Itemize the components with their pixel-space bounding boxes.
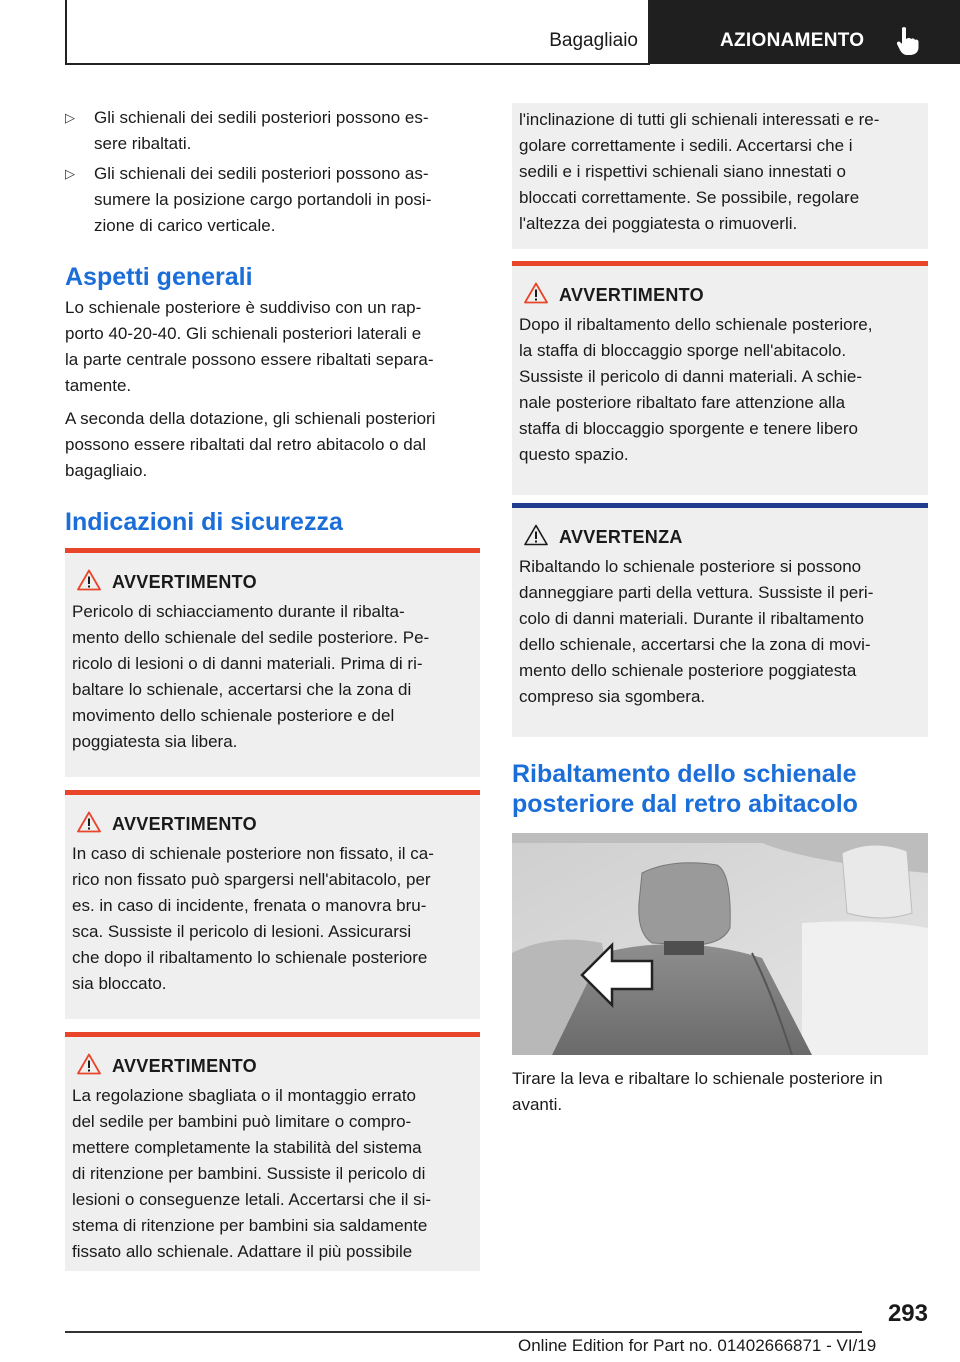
rear-seat-photo xyxy=(512,833,928,1055)
warning-body: Dopo il ribaltamento dello schienale posteriore, la staffa di bloccaggio sporge nell'abitacolo. Sussiste il pericolo di danni materiali. A schie- nale posteriore ribaltato fare attenzione alla staffa di bloccaggio sporgente e tenere libero questo spazio. xyxy=(519,315,873,464)
warning-body: In caso di schienale posteriore non fissato, il ca- rico non fissato può spargersi nell'abitacolo, per es. in caso di incidente, frenata o manovra bru- sca. Sussiste il pericolo di lesioni. Assicurarsi che dopo il ribaltamento lo schienale posteriore sia bloccato. xyxy=(72,844,434,993)
heading-general: Aspetti generali xyxy=(65,263,253,291)
photo-caption: Tirare la leva e ribaltare lo schienale posteriore in avanti. xyxy=(512,1069,883,1114)
triangle-bullet-icon: ▷ xyxy=(65,166,75,181)
warning-triangle-icon xyxy=(524,524,548,546)
chapter-tab xyxy=(650,0,960,64)
warning-title: AVVERTIMENTO xyxy=(112,572,257,592)
warning-triangle-icon xyxy=(77,1053,101,1075)
notice-body: Ribaltando lo schienale posteriore si possono danneggiare parti della vettura. Sussiste il peri- colo di danni materiali. Durante il ribaltamento dello schienale, accertarsi che la zona di movi- mento dello schienale posteriore poggiatesta compreso sia sgombera. xyxy=(519,557,874,706)
warning-triangle-icon xyxy=(77,811,101,833)
warning-body: La regolazione sbagliata o il montaggio errato del sedile per bambini può limitare o compro- mettere completamente la stabilità del sistema di ritenzione per bambini. Sussiste il pericolo di lesioni o conseguenze letali. Accertarsi che il si- stema di ritenzione per bambini sia saldamente fissato allo schienale. Adattare il più possibile xyxy=(72,1086,432,1261)
notice-title: AVVERTENZA xyxy=(559,527,683,547)
warning-continuation-box xyxy=(512,103,928,249)
section-title: Bagagliaio xyxy=(549,30,638,51)
rear-seat-illustration xyxy=(512,833,928,1055)
triangle-bullet-icon: ▷ xyxy=(65,110,75,125)
heading-safety: Indicazioni di sicurezza xyxy=(65,508,343,536)
warning-triangle-icon xyxy=(77,569,101,591)
warning-title: AVVERTIMENTO xyxy=(112,814,257,834)
bullet-text: Gli schienali dei sedili posteriori possono as- sumere la posizione cargo portandoli in posi- zione di carico verticale. xyxy=(94,164,432,235)
warning-box xyxy=(512,261,928,495)
header-left-rule xyxy=(65,0,67,64)
warning-box xyxy=(65,790,480,1019)
header-bottom-rule xyxy=(65,63,650,65)
notice-box xyxy=(512,503,928,737)
pointing-hand-icon xyxy=(896,26,920,56)
page-number: 293 xyxy=(887,1300,928,1327)
list-item xyxy=(65,105,480,157)
warning-continuation-text: l'inclinazione di tutti gli schienali interessati e re- golare correttamente i sedili. Accertarsi che i sedili e i rispettivi schienali siano innestati o bloccati correttamente. Se possibile, regolare l'altezza dei poggiatesta o rimuoverli. xyxy=(519,110,880,233)
footer-rule xyxy=(65,1331,862,1333)
warning-title: AVVERTIMENTO xyxy=(559,285,704,305)
bullet-text: Gli schienali dei sedili posteriori possono es- sere ribaltati. xyxy=(94,108,429,153)
warning-body: Pericolo di schiacciamento durante il ribalta- mento dello schienale del sedile posteriore. Pe- ricolo di lesioni o di danni materiali. Prima di ri- baltare lo schienale, accertarsi che la zona di movimento dello schienale posteriore e del poggiatesta sia libera. xyxy=(72,602,430,751)
warning-triangle-icon xyxy=(524,282,548,304)
warning-box xyxy=(65,548,480,777)
warning-box xyxy=(65,1032,480,1271)
paragraph-general-2: A seconda della dotazione, gli schienali posteriori possono essere ribaltati dal retro abitacolo o dal bagagliaio. xyxy=(65,409,436,480)
footer-edition: Online Edition for Part no. 01402666871 - VI/19 xyxy=(518,1336,877,1355)
paragraph-general-1: Lo schienale posteriore è suddiviso con un rap- porto 40-20-40. Gli schienali posteriori laterali e la parte centrale possono essere ribaltati separa- tamente. xyxy=(65,298,434,395)
chapter-title: AZIONAMENTO xyxy=(720,30,865,51)
warning-title: AVVERTIMENTO xyxy=(112,1056,257,1076)
heading-fold-backrest: Ribaltamento dello schienale posteriore dal retro abitacolo xyxy=(512,760,858,818)
list-item xyxy=(65,161,480,239)
